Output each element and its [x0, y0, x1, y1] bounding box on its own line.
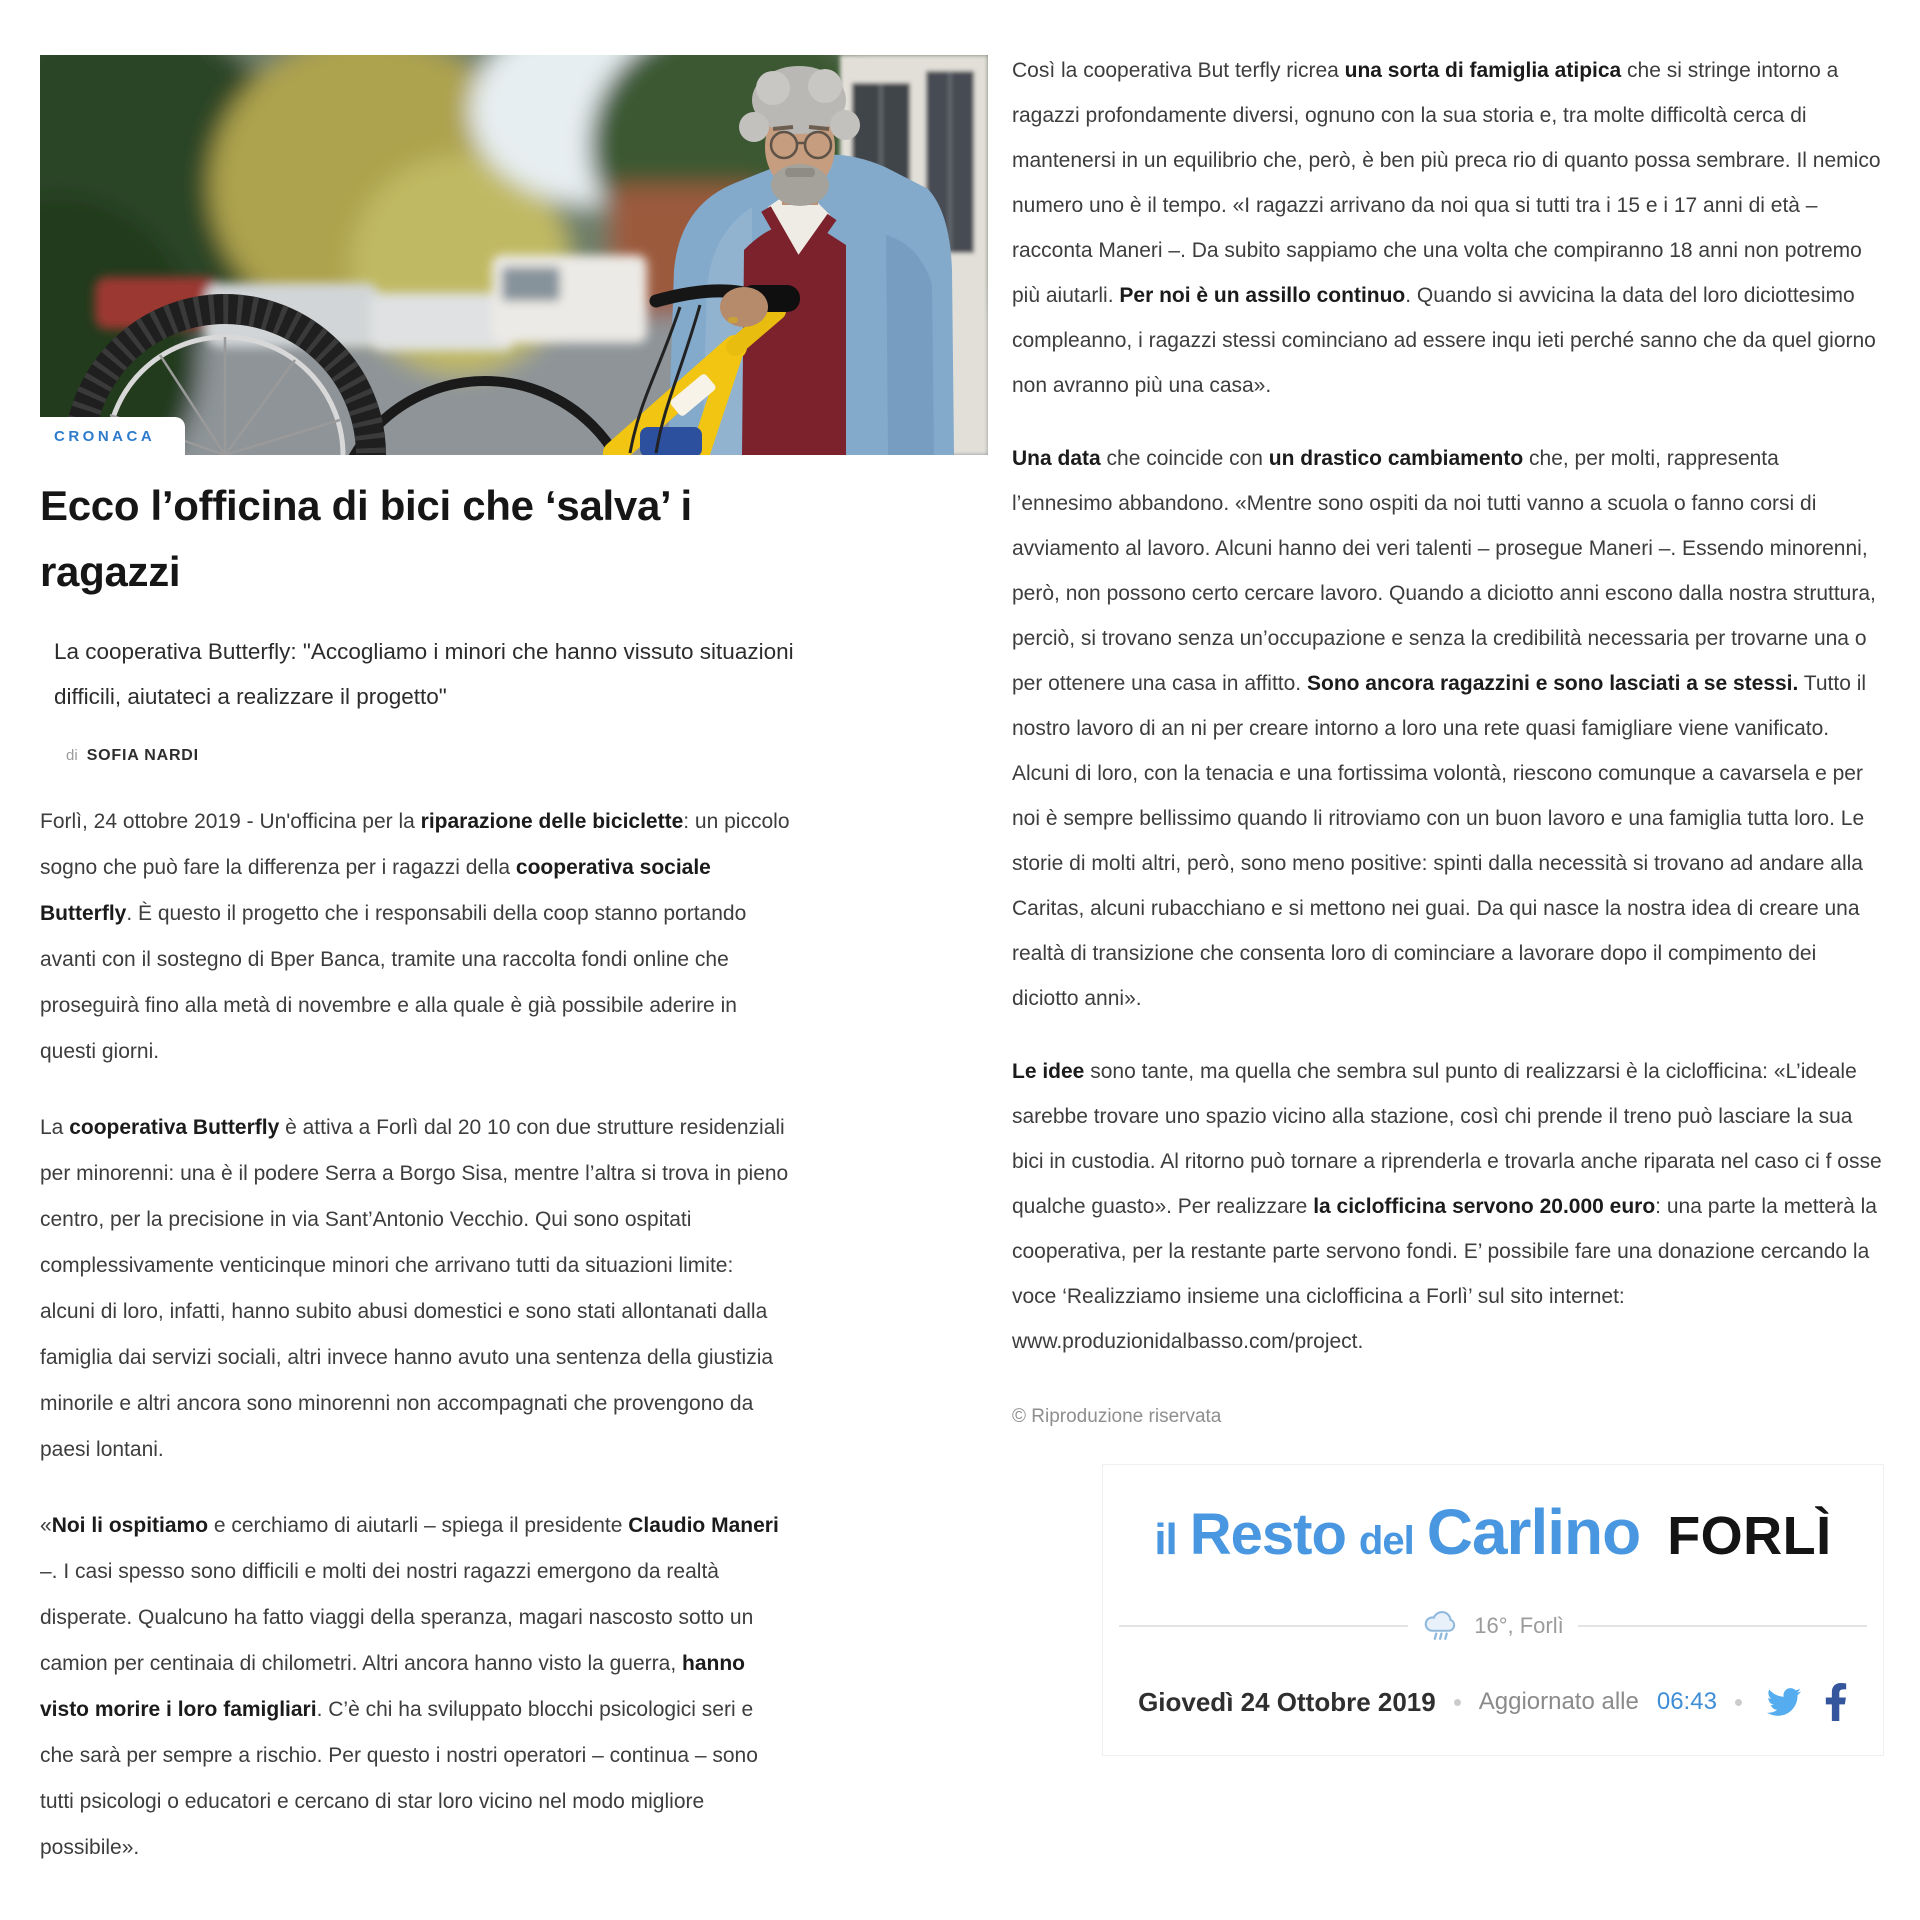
article-photo-illustration [40, 55, 988, 455]
author-name: SOFIA NARDI [86, 747, 199, 764]
facebook-icon[interactable] [1824, 1683, 1848, 1721]
edition-label: FORLÌ [1667, 1506, 1832, 1566]
logo-word-carlino: Carlino [1426, 1496, 1641, 1568]
article-paragraph: Le idee sono tante, ma quella che sembra sul punto di realizzarsi è la ciclofficina: «L’ideale sarebbe trovare uno spazio vicino alla stazione, così chi prende il treno può lasciare la sua bici in custodia. Al ritorno può tornare a riprenderla e trovarla anche riparata nel caso ci f osse qualche guasto». Per realizzare la ciclofficina servono 20.000 euro: una parte la metterà la cooperativa, per la restante parte servono fondi. E’ possibile fare una donazione cercando la voce ‘Realizziamo insieme una ciclofficina a Forlì’ sul sito internet: www.produzionidalbasso.com/project. [1012, 1060, 1882, 1353]
dateline [1119, 1683, 1867, 1721]
edition-widget [1102, 1464, 1884, 1756]
article-subheadline: La cooperativa Butterfly: "Accogliamo i minori che hanno vissuto situazioni difficili, aiutateci a realizzare il progetto" [54, 639, 794, 709]
divider-line [1119, 1625, 1408, 1627]
article-paragraph: La cooperativa Butterfly è attiva a Forlì dal 20 10 con due strutture residenziali per minorenni: una è il podere Serra a Borgo Sisa, mentre l’altra si trova in pieno centro, per la precisione in via Sant’Antonio Vecchio. Qui sono ospitati complessivamente venticinque minori che arrivano tutti da situazioni limite: alcuni di loro, infatti, hanno subito abusi domestici e sono stati allontanati dalla famiglia dai servizi sociali, altri invece hanno avuto una sentenza della giustizia minorile e altri ancora sono minorenni non accompagnati che provengono da paesi lontani. [40, 1116, 789, 1461]
article-photo [40, 55, 988, 455]
article-right-column [1012, 20, 1884, 1756]
rain-cloud-icon [1422, 1607, 1460, 1645]
twitter-icon[interactable] [1764, 1685, 1804, 1719]
bullet-separator [1454, 1699, 1461, 1706]
category-badge[interactable] [40, 417, 185, 455]
brand-logo[interactable] [1119, 1495, 1867, 1569]
copyright-notice: © Riproduzione riservata [1012, 1406, 1222, 1427]
category-label: CRONACA [54, 428, 156, 445]
article-left-column [40, 55, 988, 1871]
social-links [1764, 1683, 1848, 1721]
article-paragraph: Una data che coincide con un drastico cambiamento che, per molti, rappresenta l’ennesimo abbandono. «Mentre sono ospiti da noi tutti vanno a scuola o fanno corsi di avviamento al lavoro. Alcuni hanno dei veri talenti – prosegue Maneri –. Essendo minorenni, però, non possono certo cercare lavoro. Quando a diciotto anni escono dalla nostra struttura, perciò, si trovano senza un’occupazione e senza la credibilità necessaria per trovarne una o per ottenere una casa in affitto. Sono ancora ragazzini e sono lasciati a se stessi. Tutto il nostro lavoro di an ni per creare intorno a loro una rete quasi famigliare viene vanificato. Alcuni di loro, con la tenacia e una fortissima volontà, riescono comunque a cavarsela e per noi è sempre bellissimo quando li ritroviamo con un buon lavoro e una famiglia tutta loro. Le storie di molti altri, però, sono meno positive: spinti dalla necessità si trovano ad andare alla Caritas, alcuni rubacchiano e si mettono nei guai. Da qui nasce la nostra idea di creare una realtà di transizione che consenta loro di cominciare a lavorare dopo il compimento dei diciotto anni». [1012, 447, 1876, 1010]
bullet-separator [1735, 1699, 1742, 1706]
weather-widget[interactable] [1119, 1607, 1867, 1645]
current-date: Giovedì 24 Ottobre 2019 [1138, 1686, 1436, 1717]
logo-word-del: del [1358, 1519, 1414, 1563]
article-paragraph: Così la cooperativa But terfly ricrea una sorta di famiglia atipica che si stringe intorno a ragazzi profondamente diversi, ognuno con la sua storia e, tra molte difficoltà cerca di mantenersi in un equilibrio che, però, è ben più preca rio di quanto possa sembrare. Il nemico numero uno è il tempo. «I ragazzi arrivano da noi qua si tutti tra i 15 e i 17 anni di età – racconta Maneri –. Da subito sappiamo che una volta che compiranno 18 anni non potremo più aiutarli. Per noi è un assillo continuo. Quando si avvicina la data del loro diciottesimo compleanno, i ragazzi stessi cominciano ad essere inqu ieti perché sanno che da quel giorno non avranno più una casa». [1012, 59, 1881, 397]
article-paragraph: «Noi li ospitiamo e cerchiamo di aiutarli – spiega il presidente Claudio Maneri –. I casi spesso sono difficili e molti dei nostri ragazzi emergono da realtà disperate. Qualcuno ha fatto viaggi della speranza, magari nascosto sotto un camion per centinaia di chilometri. Altri ancora hanno visto la guerra, hanno visto morire i loro famigliari. C’è chi ha sviluppato blocchi psicologici seri e che sarà per sempre a rischio. Per questo i nostri operatori – continua – sono tutti psicologi o educatori e cercano di star loro vicino nel modo migliore possibile». [40, 1514, 779, 1859]
logo-word-il: il [1154, 1515, 1177, 1564]
divider-line [1578, 1625, 1867, 1627]
byline [66, 747, 988, 765]
byline-prefix: di [66, 747, 78, 764]
article-headline: Ecco l’officina di bici che ‘salva’ i ragazzi [40, 482, 692, 595]
article-paragraph: Forlì, 24 ottobre 2019 - Un'officina per la riparazione delle biciclette: un piccolo sogno che può fare la differenza per i ragazzi della cooperativa sociale Butterfly. È questo il progetto che i responsabili della coop stanno portando avanti con il sostegno di Bper Banca, tramite una raccolta fondi online che proseguirà fino alla metà di novembre e alla quale è già possibile aderire in questi giorni. [40, 810, 790, 1063]
weather-temp-location: 16°, Forlì [1474, 1613, 1564, 1638]
updated-label: Aggiornato alle [1478, 1688, 1639, 1715]
updated-time: 06:43 [1656, 1688, 1717, 1715]
logo-word-resto: Resto [1189, 1502, 1346, 1567]
